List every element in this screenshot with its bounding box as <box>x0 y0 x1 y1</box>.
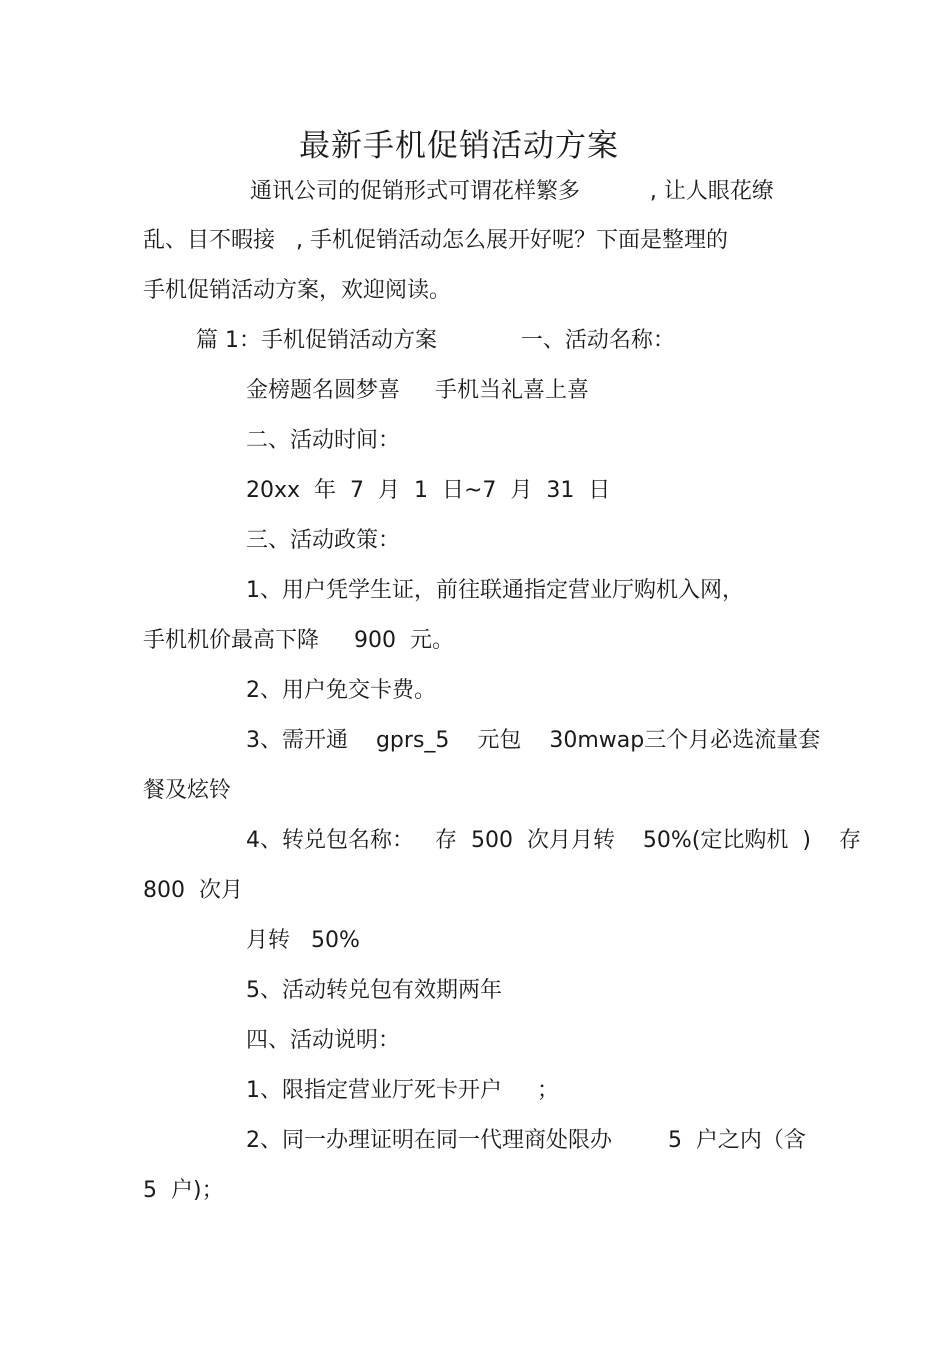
paragraph-line: 5 户)； <box>143 1178 224 1203</box>
paragraph-line: 20xx 年 7 月 1 日~7 月 31 日 <box>246 478 611 503</box>
list-item: 1、用户凭学生证，前往联通指定营业厅购机入网， <box>246 578 744 603</box>
list-item: 1、限指定营业厅死卡开户 ； <box>246 1078 559 1103</box>
section-heading: 四、活动说明： <box>246 1028 401 1053</box>
paragraph-line: 手机机价最高下降 900 元。 <box>143 628 454 653</box>
list-item: 2、用户免交卡费。 <box>246 678 436 703</box>
paragraph-line: 餐及炫铃 <box>143 778 232 803</box>
section-heading: 三、活动政策： <box>246 528 401 553</box>
paragraph-line: 金榜题名圆梦喜 手机当礼喜上喜 <box>246 378 589 403</box>
list-item: 5、活动转兑包有效期两年 <box>246 978 502 1003</box>
paragraph-line: 手机促销活动方案，欢迎阅读。 <box>143 278 452 303</box>
document-title: 最新手机促销活动方案 <box>299 128 619 164</box>
list-item: 2、同一办理证明在同一代理商处限办 5 户之内（含 <box>246 1128 806 1153</box>
paragraph-line: 乱、目不暇接 , 手机促销活动怎么展开好呢？下面是整理的 <box>143 228 728 253</box>
list-item: 3、需开通 gprs_5 元包 30mwap三个月必选流量套 <box>246 728 821 753</box>
section-heading: 篇 1：手机促销活动方案 一、活动名称： <box>196 328 675 353</box>
list-item: 4、转兑包名称： 存 500 次月月转 50%(定比购机 ) 存 <box>246 828 861 853</box>
paragraph-line: 月转 50% <box>246 928 360 953</box>
paragraph-line: 800 次月 <box>143 878 243 903</box>
paragraph-line: 通讯公司的促销形式可谓花样繁多 , 让人眼花缭 <box>250 179 774 204</box>
section-heading: 二、活动时间： <box>246 428 401 453</box>
